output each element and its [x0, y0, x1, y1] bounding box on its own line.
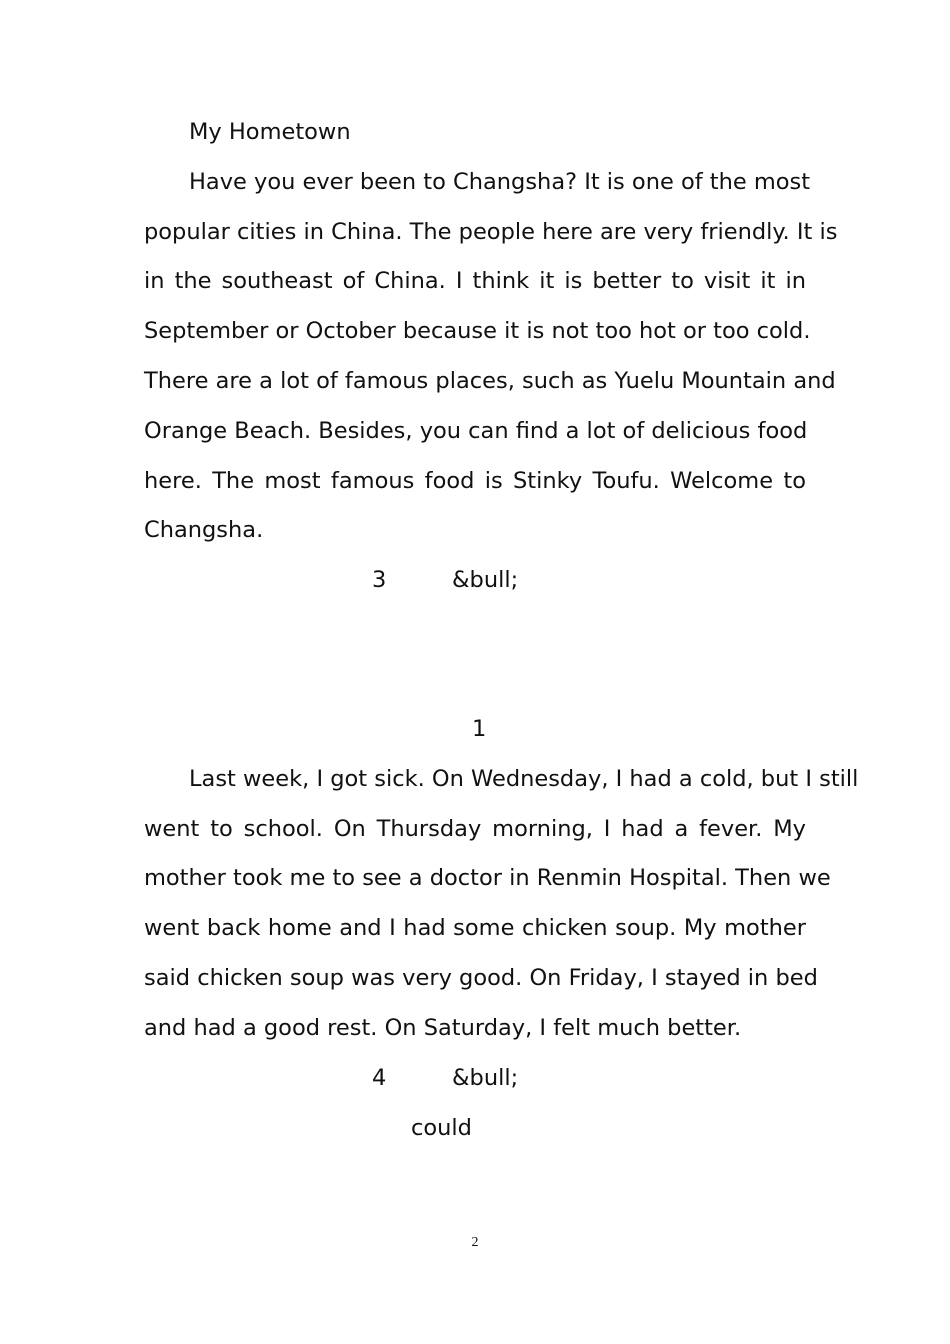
section-title: My Hometown: [189, 119, 351, 145]
paragraph-line: in the southeast of China. I think it is better to visit it in: [144, 268, 806, 294]
marker-bullet-text: &bull;: [452, 567, 519, 593]
paragraph-line: said chicken soup was very good. On Friday, I stayed in bed: [144, 965, 818, 991]
paragraph-line: Last week, I got sick. On Wednesday, I had a cold, but I still: [189, 766, 859, 792]
paragraph-line: went back home and I had some chicken soup. My mother: [144, 915, 806, 941]
paragraph-line: and had a good rest. On Saturday, I felt much better.: [144, 1015, 742, 1041]
paragraph-line: Orange Beach. Besides, you can find a lot of delicious food: [144, 418, 808, 444]
paragraph-line: Changsha.: [144, 517, 264, 543]
paragraph-line: went to school. On Thursday morning, I had a fever. My: [144, 816, 806, 842]
paragraph-line: popular cities in China. The people here are very friendly. It is: [144, 219, 838, 245]
trailing-word: could: [411, 1115, 472, 1141]
section-number: 1: [472, 716, 487, 742]
page-number: 2: [471, 1235, 479, 1250]
paragraph-line: here. The most famous food is Stinky Toufu. Welcome to: [144, 468, 806, 494]
paragraph-line: There are a lot of famous places, such as Yuelu Mountain and: [144, 368, 836, 394]
marker-bullet-text: &bull;: [452, 1065, 519, 1091]
paragraph-line: September or October because it is not too hot or too cold.: [144, 318, 811, 344]
marker-number: 4: [372, 1065, 387, 1091]
paragraph-line: Have you ever been to Changsha? It is one of the most: [189, 169, 811, 195]
marker-number: 3: [372, 567, 387, 593]
paragraph-line: mother took me to see a doctor in Renmin Hospital. Then we: [144, 865, 831, 891]
